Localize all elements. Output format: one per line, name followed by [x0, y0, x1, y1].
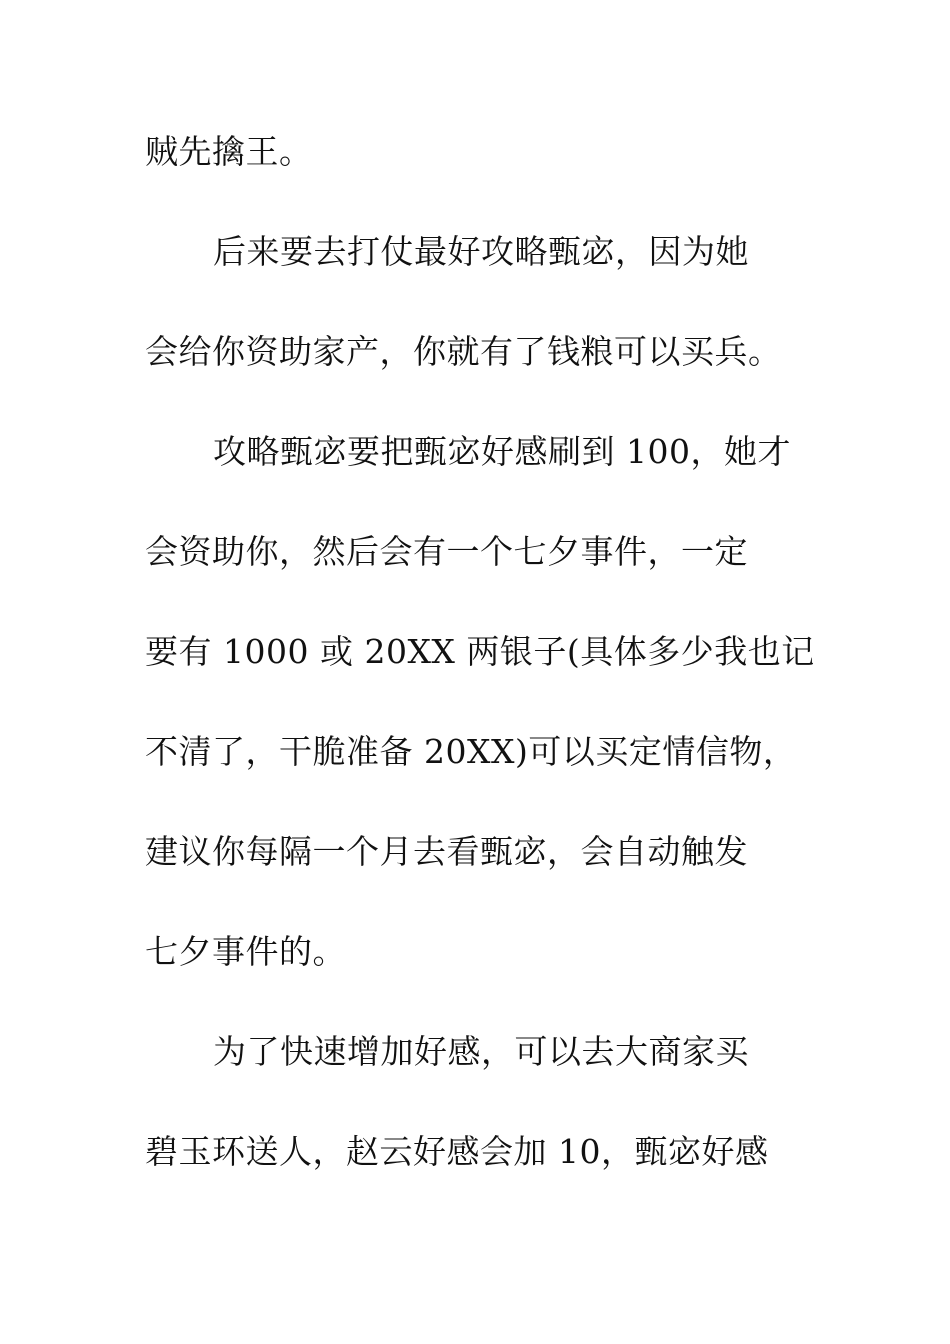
text-line: 不清了，干脆准备 20XX)可以买定情信物，: [145, 732, 797, 771]
text-line: 七夕事件的。: [145, 932, 346, 971]
text-line: 要有 1000 或 20XX 两银子(具体多少我也记: [145, 632, 815, 671]
text-line: 会资助你，然后会有一个七夕事件，一定: [145, 532, 748, 571]
paragraph-start-line: 为了快速增加好感，可以去大商家买: [213, 1032, 749, 1071]
text-line: 会给你资助家产，你就有了钱粮可以买兵。: [145, 332, 782, 371]
text-line: 碧玉环送人，赵云好感会加 10，甄宓好感: [145, 1132, 769, 1171]
paragraph-start-line: 攻略甄宓要把甄宓好感刷到 100，她才: [213, 432, 791, 471]
paragraph-start-line: 后来要去打仗最好攻略甄宓，因为她: [213, 232, 749, 271]
text-line: 建议你每隔一个月去看甄宓，会自动触发: [145, 832, 748, 871]
text-line: 贼先擒王。: [145, 132, 313, 171]
